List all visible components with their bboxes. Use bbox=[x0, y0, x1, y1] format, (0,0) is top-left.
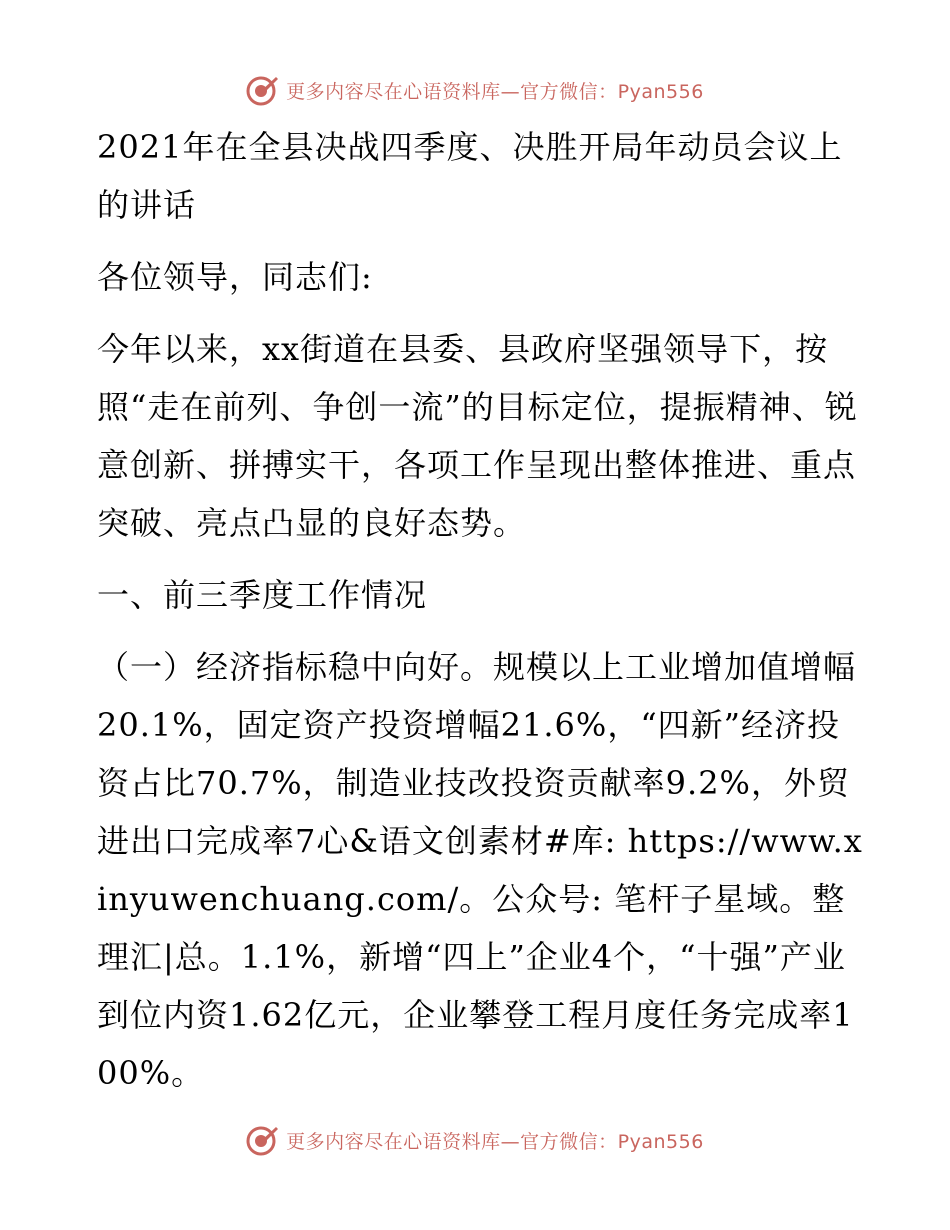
document-body bbox=[97, 118, 867, 1102]
section-heading: 一、前三季度工作情况 bbox=[97, 576, 428, 614]
footer-watermark-banner bbox=[0, 1120, 950, 1160]
watermark-text: 更多内容尽在心语资料库—官方微信：Pyan556 bbox=[286, 80, 704, 103]
salutation: 各位领导，同志们: bbox=[97, 258, 373, 296]
intro-paragraph: 今年以来，xx街道在县委、县政府坚强领导下，按照“走在前列、争创一流”的目标定位，提振精神、锐意创新、拼搏实干，各项工作呈现出整体推进、重点突破、亮点凸显的良好态势。 bbox=[97, 330, 858, 542]
watermark-text: 更多内容尽在心语资料库—官方微信：Pyan556 bbox=[286, 1130, 704, 1153]
header-watermark-banner bbox=[0, 70, 950, 110]
pen-logo-icon bbox=[246, 73, 280, 107]
document-title: 2021年在全县决战四季度、决胜开局年动员会议上的讲话 bbox=[97, 128, 843, 224]
pen-logo-icon bbox=[246, 1123, 280, 1157]
section-paragraph: （一）经济指标稳中向好。规模以上工业增加值增幅20.1%，固定资产投资增幅21.6%，“四新”经济投资占比70.7%，制造业技改投资贡献率9.2%，外贸进出口完成率7心&语文创素材#库: https://www.xinyuwenchuang.com/。公众号: 笔杆子星域。整理汇|总。1.1%，新增“四上”企业4个，“十强”产业到位内资1.62亿元，企业攀登工程月度任务完成率100%。 bbox=[97, 648, 863, 1092]
